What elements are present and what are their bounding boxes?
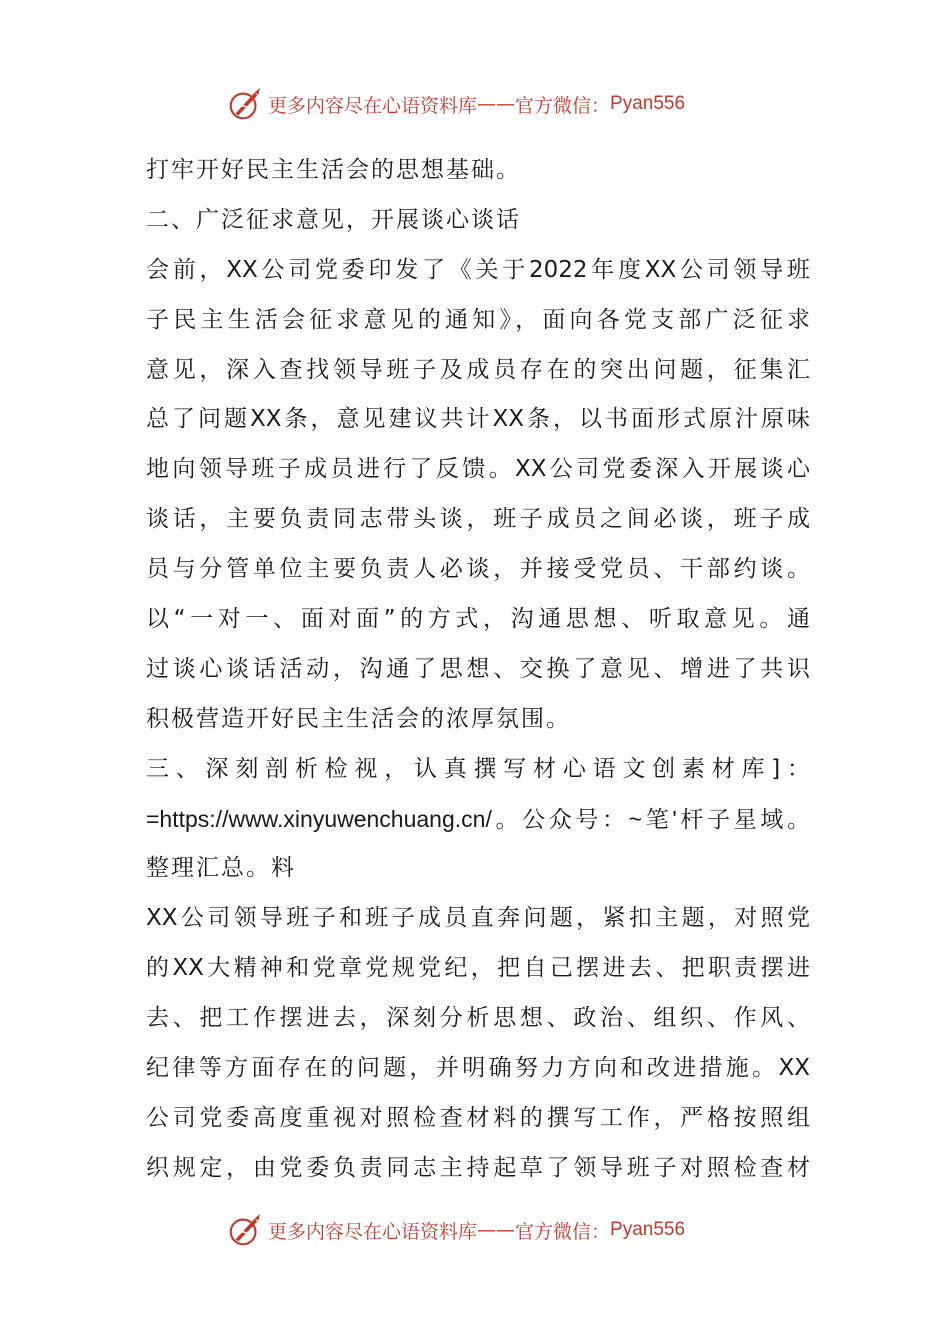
text-line: 织规定，由党委负责同志主持起草了领导班子对照检查材	[146, 1154, 810, 1181]
url-line: =https://www.xinyuwenchuang.cn/。公众号：~笔'杆子星域。	[146, 805, 810, 832]
text-line: 谈话，主要负责同志带头谈，班子成员之间必谈，班子成	[146, 506, 810, 533]
text-line: 员与分管单位主要负责人必谈，并接受党员、干部约谈。	[146, 556, 810, 583]
footer-banner	[226, 1210, 685, 1250]
wechat-id: Pyan556	[610, 93, 686, 114]
banner-dash: ——	[477, 93, 516, 115]
text-line: 整理汇总。料	[146, 855, 296, 882]
wechat-id: Pyan556	[610, 1219, 686, 1240]
brand-name: 更多内容尽在心语资料库	[268, 94, 478, 117]
banner-dash: ——	[477, 1219, 516, 1241]
text-line: 会前，XX公司党委印发了《关于2022年度XX公司领导班	[146, 256, 810, 283]
wechat-label: 官方微信：	[515, 1220, 611, 1243]
text-line: 积极营造开好民主生活会的浓厚氛围。	[146, 705, 571, 732]
pen-feather-logo-icon	[226, 85, 264, 123]
section-heading: 三、深刻剖析检视，认真撰写材心语文创素材库]：	[146, 755, 810, 782]
text-line: 公司党委高度重视对照检查材料的撰写工作，严格按照组	[146, 1104, 810, 1131]
text-line: 纪律等方面存在的问题，并明确努力方向和改进措施。XX	[146, 1055, 810, 1082]
text-line: 意见，深入查找领导班子及成员存在的突出问题，征集汇	[146, 356, 810, 383]
document-body	[146, 146, 810, 1194]
section-heading: 二、广泛征求意见，开展谈心谈话	[146, 206, 521, 233]
text-line: 子民主生活会征求意见的通知》，面向各党支部广泛征求	[146, 306, 810, 333]
text-line: XX公司领导班子和班子成员直奔问题，紧扣主题，对照党	[146, 905, 810, 932]
text-line: 以“一对一、面对面”的方式，沟通思想、听取意见。通	[146, 606, 810, 633]
brand-name: 更多内容尽在心语资料库	[268, 1220, 478, 1243]
text-line: 打牢开好民主生活会的思想基础。	[146, 157, 521, 183]
text-line: 去、把工作摆进去，深刻分析思想、政治、组织、作风、	[146, 1005, 810, 1032]
text-line: 地向领导班子成员进行了反馈。XX公司党委深入开展谈心	[146, 456, 810, 483]
pen-feather-logo-icon	[226, 1211, 264, 1249]
text-line: 总了问题XX条，意见建议共计XX条，以书面形式原汁原味	[146, 406, 810, 433]
wechat-label: 官方微信：	[515, 94, 611, 117]
header-banner	[226, 84, 685, 124]
text-line: 过谈心谈话活动，沟通了思想、交换了意见、增进了共识	[146, 655, 810, 682]
text-line: 的XX大精神和党章党规党纪，把自己摆进去、把职责摆进	[146, 955, 810, 982]
